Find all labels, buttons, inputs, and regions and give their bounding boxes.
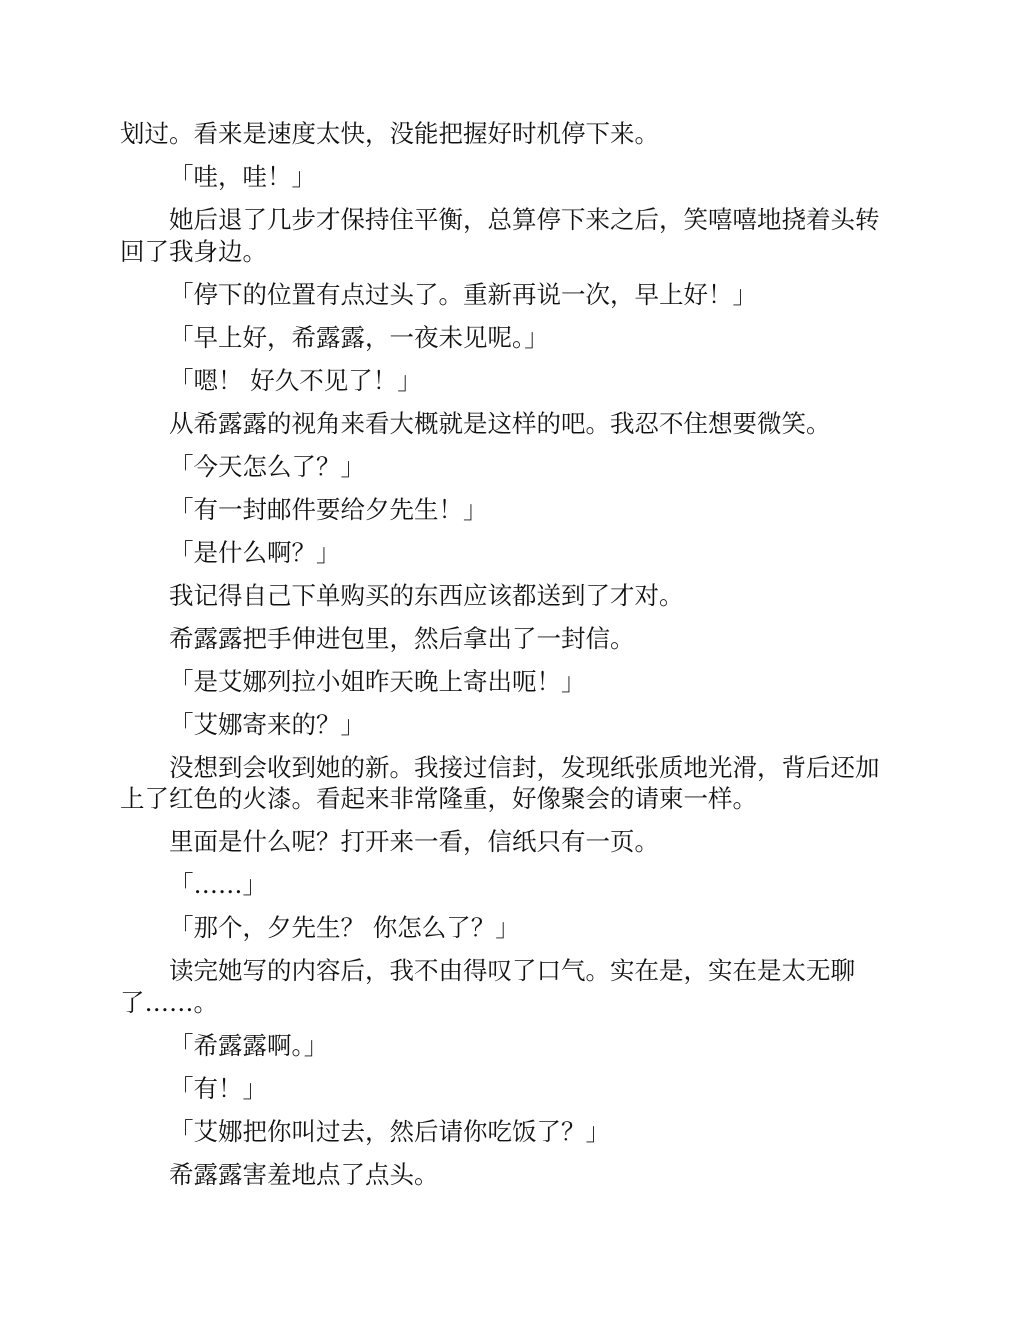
paragraph: 没想到会收到她的新。我接过信封，发现纸张质地光滑，背后还加上了红色的火漆。看起来非常隆重，好像聚会的请柬一样。 [120,752,880,813]
paragraph: 「有！」 [169,1073,267,1103]
paragraph: 「是艾娜列拉小姐昨天晚上寄出呃！」 [169,666,586,696]
paragraph: 希露露把手伸进包里，然后拿出了一封信。 [169,623,635,653]
paragraph: 「希露露啊。」 [169,1030,329,1060]
paragraph: 「早上好，希露露，一夜未见呢。」 [169,322,549,352]
paragraph: 「停下的位置有点过头了。重新再说一次，早上好！」 [169,279,757,309]
paragraph: 「哇，哇！」 [169,162,316,191]
paragraph: 希露露害羞地点了点头。 [169,1159,439,1189]
paragraph: 「那个，夕先生？ 你怎么了？」 [169,913,520,942]
paragraph: 「今天怎么了？」 [169,451,365,481]
paragraph: 「……」 [169,870,267,899]
paragraph: 她后退了几步才保持住平衡，总算停下来之后，笑嘻嘻地挠着头转回了我身边。 [120,205,880,266]
paragraph: 「艾娜寄来的？」 [169,709,365,739]
paragraph: 从希露露的视角来看大概就是这样的吧。我忍不住想要微笑。 [169,408,831,438]
paragraph: 里面是什么呢？打开来一看，信纸只有一页。 [169,827,659,856]
paragraph: 「艾娜把你叫过去，然后请你吃饭了？」 [169,1116,610,1146]
text-body [120,118,900,1202]
paragraph: 「嗯！ 好久不见了！」 [169,365,422,395]
paragraph: 「是什么啊？」 [169,537,341,567]
paragraph: 读完她写的内容后，我不由得叹了口气。实在是，实在是太无聊了……。 [120,956,855,1017]
paragraph: 我记得自己下单购买的东西应该都送到了才对。 [169,580,684,610]
paragraph: 划过。看来是速度太快，没能把握好时机停下来。 [120,119,659,148]
paragraph: 「有一封邮件要给夕先生！」 [169,494,488,524]
